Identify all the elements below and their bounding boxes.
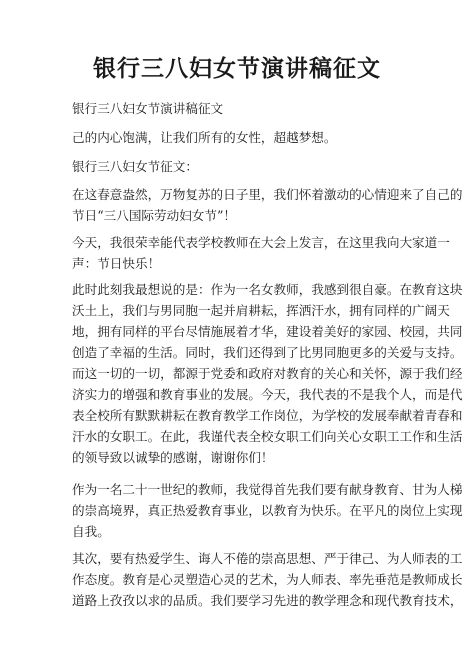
paragraph-line: 声：节日快乐！: [72, 256, 161, 271]
paragraph-line: 今天，我很荣幸能代表学校教师在大会上发言，在这里我向大家道一: [72, 235, 450, 250]
paragraph-line: 的崇高境界，真正热爱教育事业，以教育为快乐。在平凡的岗位上实现: [72, 503, 463, 518]
paragraph-line: 的领导致以诚挚的感谢，谢谢你们！: [72, 450, 274, 465]
paragraph-line: 银行三八妇女节征文：: [72, 159, 198, 174]
paragraph: [72, 127, 408, 148]
paragraph: [72, 279, 463, 468]
paragraph-line: 而这一切的一切，都源于党委和政府对教育的关心和关怀，源于我们经: [72, 366, 463, 381]
paragraph: [72, 184, 463, 226]
paragraph-line: 作态度。教育是心灵塑造心灵的艺术，为人师表、率先垂范是教师成长: [72, 572, 463, 587]
paragraph: [72, 156, 408, 177]
paragraph-line: 沃土上，我们与男同胞一起并肩耕耘，挥洒汗水，拥有同样的广阔天: [72, 303, 450, 318]
paragraph-line: 己的内心饱满，让我们所有的女性，超越梦想。: [72, 130, 337, 145]
paragraph: [72, 548, 463, 611]
paragraph-subtitle: [72, 98, 408, 119]
paragraph-line: 此时此刻我最想说的是：作为一名女教师，我感到很自豪。在教育这块: [72, 282, 463, 297]
paragraph-line: 地，拥有同样的平台尽情施展着才华，建设着美好的家园、校园，共同: [72, 324, 463, 339]
document-title: 银行三八妇女节演讲稿征文: [93, 55, 381, 82]
paragraph-line: 在这春意盎然，万物复苏的日子里，我们怀着激动的心情迎来了自己的: [72, 187, 463, 202]
paragraph: [72, 232, 450, 274]
paragraph-line: 作为一名二十一世纪的教师，我觉得首先我们要有献身教育、甘为人梯: [72, 482, 463, 497]
paragraph: [72, 479, 463, 542]
paragraph-line: 节日“三八国际劳动妇女节”！: [72, 208, 237, 223]
paragraph-line: 银行三八妇女节演讲稿征文: [72, 101, 224, 116]
paragraph-line: 自我。: [72, 524, 110, 539]
paragraph-line: 创造了幸福的生活。同时，我们还得到了比男同胞更多的关爱与支持。: [72, 345, 463, 360]
paragraph-line: 其次，要有热爱学生、诲人不倦的崇高思想、严于律己、为人师表的工: [72, 551, 463, 566]
paragraph-line: 道路上孜孜以求的品质。我们要学习先进的教学理念和现代教育技术，: [72, 593, 463, 608]
paragraph-line: 汗水的女职工。在此，我谨代表全校女职工们向关心女职工工作和生活: [72, 429, 463, 444]
paragraph-line: 济实力的增强和教育事业的发展。今天，我代表的不是我个人，而是代: [72, 387, 463, 402]
paragraph-line: 表全校所有默默耕耘在教育教学工作岗位，为学校的发展奉献着青春和: [72, 408, 463, 423]
